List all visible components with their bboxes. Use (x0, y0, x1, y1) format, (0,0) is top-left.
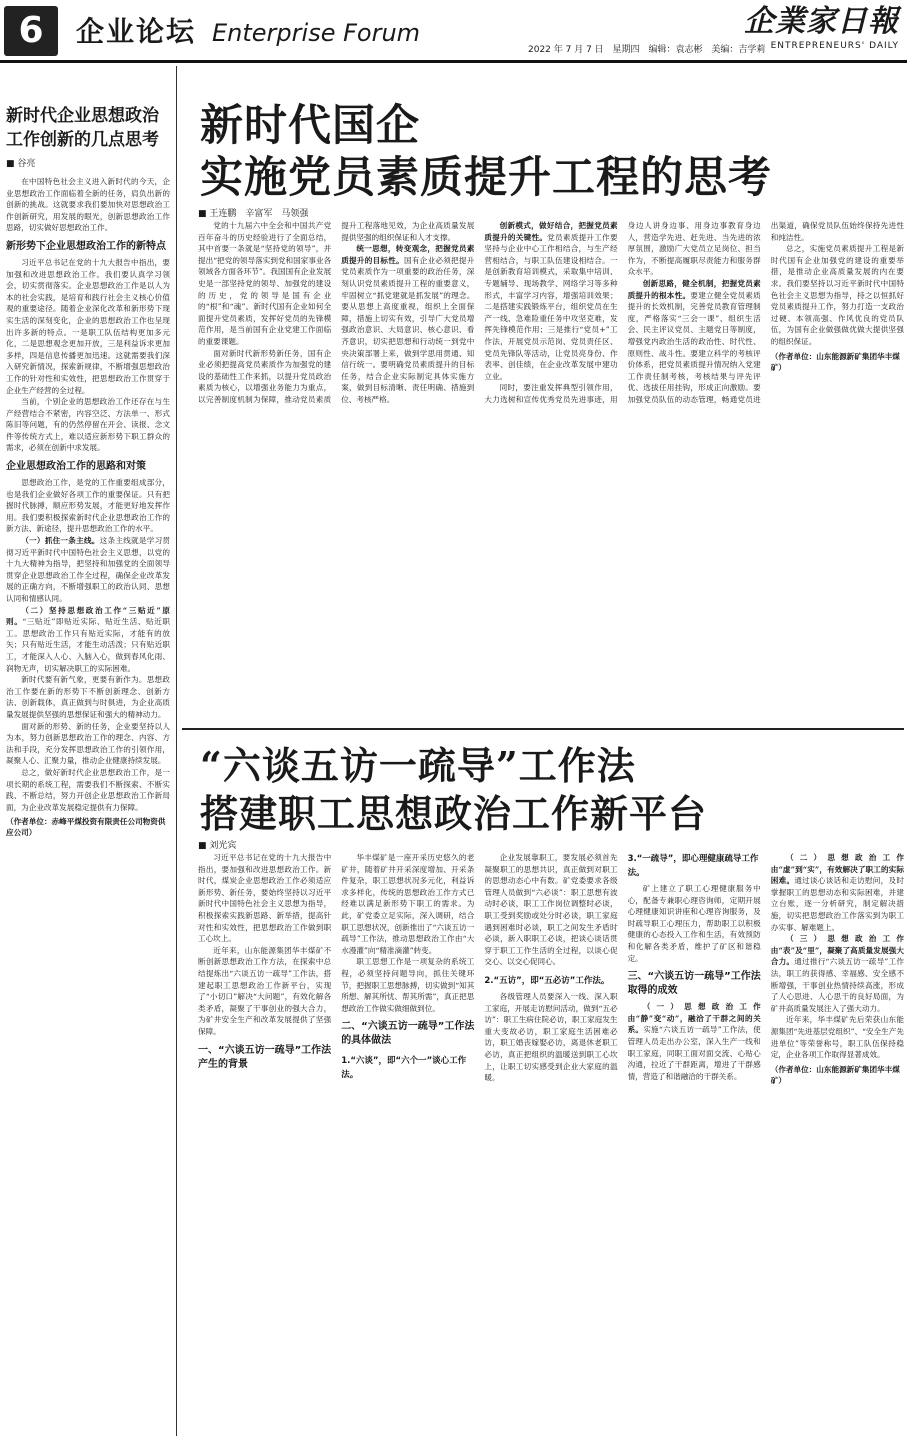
article1-headline-line2: 实施党员素质提升工程的思考 (200, 153, 772, 203)
sidebar-paragraph: 习近平总书记在党的十九大报告中指出，要加强和改进思想政治工作。我们要认真学习领会，切实贯彻落实。企业思想政治工作是以人为本的社会实践，是培育和践行社会主义核心价值观的重要途径。随着企业深化改革和新形势下现实生活的深刻变化，企业的思想政治工作也呈现出许多新的特点。一是职工队伍结构更加多元化，二是思想观念更加开放，三是利益诉求更加多样，四是信息传播更加迅速。这就需要我们深入研究新情况，探索新规律，不断增强思想政治工作的针对性和实效性，把思想政治工作贯穿于企业生产经营的全过程。 (6, 257, 170, 395)
sidebar-point-text: “三贴近”即贴近实际、贴近生活、贴近职工。思想政治工作只有贴近实际，才能有的放矢；只有贴近生活，才能生动活泼；只有贴近职工，才能深入人心、入脑入心，做到春风化雨、润物无声，切实解决职工的实际困难。 (6, 617, 170, 673)
article2-author-unit: （作者单位：山东能源新矿集团华丰煤矿） (770, 1064, 900, 1085)
article2-point-lead: （三）思想政治工作由“表”及“里”，凝聚了高质量发展强大合力。 (770, 934, 904, 967)
article2-paragraph: 习近平总书记在党的十九大报告中指出，要加强和改进思想政治工作。新时代，煤炭企业思想政治工作必须适应新形势、新任务，要始终坚持以习近平新时代中国特色社会主义思想为指导，积极探索实践新思路、新举措，提高针对性和实效性，把思想政治工作做到职工心坎上。 (198, 853, 332, 944)
sidebar-paragraph: 当前，个别企业的思想政治工作还存在与生产经营结合不紧密，内容空泛、方法单一、形式陈旧等问题，有的仍然停留在开会、读报、念文件等传统方式上，难以适应新形势下职工群众的需求，必须在创新中求发展。 (6, 397, 170, 453)
article2-paragraph: 近年来，华丰煤矿先后荣获山东能源集团“先进基层党组织”、“安全生产先进单位”等荣誉称号，职工队伍保持稳定，企业各项工作取得显著成效。 (770, 1015, 904, 1060)
article1-point-text: 要建立健全党员素质提升的长效机制，完善党员教育管理制度，严格落实“三会一课”、组织生活会、民主评议党员、主题党日等制度，增强党内政治生活的政治性、时代性、原则性、战斗性。要建立科学的考核评价体系，把党员素质提升情况纳入党建工作责任制考核，考核结果与评先评优、选拔任用挂钩，形成正向激励。要加强党员队伍的动态管理，畅通党员进出渠道，确保党员队伍始终保持先进性和纯洁性。 (627, 221, 904, 404)
masthead (0, 0, 907, 62)
article2-subheading: 二、“六谈五访一疏导”工作法的具体做法 (341, 1021, 475, 1047)
article1-paragraph: 党的十九届六中全会和中国共产党百年奋斗的历史经验进行了全面总结，其中首要一条就是“坚持党的领导”，并提出“把党的领导落实到党和国家事业各领域各方面各环节”。我国国有企业发展史是一部坚持党的领导、加强党的建设的历史，党的领导是国有企业的“根”和“魂”。新时代国有企业如何全面提升党员素质，发挥好党员的先锋模范作用，是当前国有企业党建工作面临的重要课题。 (198, 221, 332, 346)
newspaper-name: 企業家日報 (744, 4, 899, 39)
sidebar-point-lead: （二）坚持思想政治工作“三贴近”原则。 (6, 605, 170, 627)
section-title: 企业论坛 (76, 15, 197, 48)
article1-headline (200, 100, 900, 204)
article2-paragraph: 企业发展靠职工，要发展必须首先凝聚职工的思想共识，真正做到对职工的思想动态心中有数。矿党委要求各级管理人员做到“六必谈”：职工思想有波动时必谈，职工工作岗位调整时必谈，职工受到奖励或处分时必谈，职工家庭遇到困难时必谈，职工之间发生矛盾时必谈，新入职职工必谈，把谈心谈话贯穿于职工工作生活的全过程，以谈心促交心、以交心促同心。 (484, 853, 618, 967)
designer-credit: 美编：吉学莉 (711, 45, 766, 55)
sidebar-paragraph (6, 605, 170, 675)
sidebar-point-text: 这条主线就是学习贯彻习近平新时代中国特色社会主义思想，以党的十九大精神为指导，把坚持和加强党的全面领导贯穿企业思想政治工作全过程，确保企业改革发展的正确方向，不断增强职工的政治认同、思想认同和情感认同。 (6, 536, 170, 603)
article2-point-lead: （一）思想政治工作由“静”变“动”，融洽了干群之间的关系。 (627, 1002, 761, 1035)
sidebar-subheading: 企业思想政治工作的思路和对策 (6, 461, 146, 473)
article2-headline-line1: “六谈五访一疏导”工作法 (200, 743, 636, 788)
article1-point-text: 党员素质提升工作要坚持与企业中心工作相结合，与生产经营相结合，与职工队伍建设相结合。一是创新教育培训模式，采取集中培训、专题辅导、现场教学、网络学习等多种形式，丰富学习内容，增强培训效果；二是搭建实践锻炼平台，组织党员在生产一线、急难险重任务中攻坚克难，发挥先锋模范作用；三是推行“党员+”工作法，开展党员示范岗、党员责任区、党员先锋队等活动，让党员亮身份、作表率、创佳绩，在企业改革发展中建功立业。 (484, 232, 618, 381)
newspaper-name-en: ENTREPRENEURS' DAILY (770, 41, 899, 51)
article2-point-text: 实施“六谈五访一疏导”工作法，使管理人员走出办公室，深入生产一线和职工家庭，同职工面对面交流、心贴心沟通，拉近了干群距离，增进了干群感情，营造了和谐融洽的干群关系。 (627, 1025, 761, 1081)
article2-minor-heading: 2.“五访”，即“五必访”工作法。 (484, 975, 610, 986)
article2-minor-heading: 3.“一疏导”，即心理健康疏导工作法。 (627, 854, 759, 878)
article1-point-lead: 创新模式，做好结合，把握党员素质提升的关键性。 (484, 221, 618, 242)
article1-paragraph: 同时，要注重发挥典型引领作用，大力选树和宣传优秀党员先进事迹，用身边人讲身边事、用身边事教育身边人，营造学先进、赶先进、当先进的浓厚氛围，激励广大党员立足岗位、担当作为，不断提高履职尽责能力和服务群众水平。 (484, 221, 761, 404)
article-divider (182, 728, 904, 730)
article1-point-lead: 统一思想，转变观念，把握党员素质提升的目标性。 (341, 244, 475, 265)
article1-paragraph (341, 243, 474, 405)
sidebar-headline: 新时代企业思想政治工作创新的几点思考 (6, 106, 159, 150)
article2-paragraph: 华丰煤矿是一座开采历史悠久的老矿井，随着矿井开采深度增加、开采条件复杂，职工思想状况多元化，利益诉求多样化，传统的思想政治工作方式已经难以满足新形势下职工的需求。为此，矿党委立足实际，深入调研，结合职工思想状况，创新推出了“六谈五访一疏导”工作法，推动思想政治工作由“大水漫灌”向“精准滴灌”转变。 (341, 853, 475, 955)
issue-meta (528, 44, 771, 56)
column-divider (176, 66, 177, 1436)
article2-byline: ■ 刘光宾 (198, 840, 236, 852)
article2-body (198, 852, 904, 1438)
article2-headline (200, 742, 900, 838)
sidebar-paragraph: 总之，做好新时代企业思想政治工作，是一项长期的系统工程，需要我们不断探索、不断实践、不断总结，努力开创企业思想政治工作新局面，为企业改革发展稳定提供有力保障。 (6, 767, 170, 812)
section-title-en: Enterprise Forum (212, 19, 421, 47)
sidebar-article (6, 104, 170, 1440)
article2-point-lead: （二）思想政治工作由“虚”到“实”，有效解决了职工的实际困难。 (770, 853, 904, 886)
article2-paragraph: 职工思想工作是一项复杂的系统工程，必须坚持问题导向，抓住关键环节，把握职工思想脉搏，切实做到“知其所想、解其所忧、帮其所需”，真正把思想政治工作做实做细做到位。 (341, 957, 475, 1013)
editor-credit: 编辑：袁志彬 (648, 45, 703, 55)
article2-paragraph (771, 933, 904, 1014)
article1-body (198, 220, 904, 720)
article2-paragraph: 近年来，山东能源集团华丰煤矿不断创新思想政治工作方法，在探索中总结提炼出“六谈五访一疏导”工作法，搭建起职工思想政治工作新平台，实现了“小切口”解决“大问题”，有效化解各类矛盾，凝聚了干事创业的强大合力，为矿井安全生产和改革发展提供了坚强保障。 (198, 945, 332, 1036)
page-number-badge (4, 6, 58, 56)
sidebar-subheading: 新形势下企业思想政治工作的新特点 (6, 240, 166, 252)
sidebar-author-unit: （作者单位：赤峰平煤投资有限责任公司物资供应公司） (6, 817, 166, 838)
article2-paragraph (628, 1001, 761, 1082)
article1-paragraph: 面对新时代新形势新任务，国有企业必须把提高党员素质作为加强党的建设的基础性工作来抓，以提升党员政治素质为核心，以增强业务能力为重点，以完善制度机制为保障，推动党员素质提升工程落地见效，为企业高质量发展提供坚强的组织保证和人才支撑。 (198, 221, 475, 404)
sidebar-point-lead: （一）抓住一条主线。 (21, 536, 100, 546)
masthead-rule (0, 60, 907, 63)
sidebar-byline: ■ 谷亮 (6, 158, 170, 170)
issue-date: 2022 年 7 月 7 日 (528, 45, 604, 55)
article2-headline-line2: 搭建职工思想政治工作新平台 (200, 791, 708, 836)
article2-paragraph (771, 852, 904, 933)
article1-headline-line1: 新时代国企 (200, 101, 420, 151)
sidebar-paragraph: 面对新的形势、新的任务，企业要坚持以人为本，努力创新思想政治工作的理念、内容、方法和手段，充分发挥思想政治工作的引领作用，凝聚人心、汇聚力量，推动企业健康持续发展。 (6, 721, 170, 766)
sidebar-paragraph: 在中国特色社会主义进入新时代的今天，企业思想政治工作面临着全新的任务，肩负出新的创新的挑战。这就要求我们要加快对思想政治工作创新研究，用发展的眼光，创新思想政治工作思路，切实做好思想政治工作。 (6, 177, 170, 233)
article1-point-lead: 创新思路，健全机制，把握党员素质提升的根本性。 (627, 278, 761, 300)
article2-subheading: 三、“六谈五访一疏导”工作法取得的成效 (627, 971, 761, 997)
article2-point-text: 通过谈心谈话和走访慰问，及时掌握职工的思想动态和实际困难，并建立台账，逐一分析研究，制定解决措施，切实把思想政治工作落实到为职工办实事、解难题上。 (770, 876, 904, 932)
article2-paragraph: 各级管理人员要深入一线、深入职工家庭，开展走访慰问活动，做到“五必访”：职工生病住院必访，职工家庭发生重大变故必访，职工家庭生活困难必访，职工婚丧嫁娶必访，离退休老职工必访，真正把组织的温暖送到职工心坎上，让职工切实感受到企业大家庭的温暖。 (484, 991, 618, 1083)
sidebar-paragraph (6, 535, 170, 605)
article1-point-text: 国有企业必须把提升党员素质作为一项重要的政治任务，深刻认识党员素质提升工程的重要意义，牢固树立“抓党建就是抓发展”的理念。要从思想上高度重视，组织上全面保障，措施上切实有效，引导广大党员增强政治意识、大局意识、核心意识、看齐意识，切实把思想和行动统一到党中央决策部署上来，做到学思用贯通、知信行统一。要明确党员素质提升的目标任务，结合企业实际制定具体实施方案，做到目标清晰、责任明确、措施到位、考核严格。 (341, 255, 475, 404)
sidebar-paragraph: 思想政治工作，是党的工作重要组成部分，也是我们企业做好各项工作的重要保证。只有把握时代脉搏，顺应形势发展，才能更好地发挥作用。我们要积极探索新时代企业思想政治工作的新方法、新途径，提升思想政治工作的水平。 (6, 478, 170, 534)
article1-byline: ■ 王连鹏 辛富军 马领强 (198, 208, 308, 220)
article1-paragraph (484, 220, 617, 382)
article2-minor-heading: 1.“六谈”，即“六个一”谈心工作法。 (341, 1056, 467, 1081)
page-number: 6 (18, 10, 44, 51)
article1-author-unit: （作者单位：山东能源新矿集团华丰煤矿） (770, 351, 900, 372)
article2-point-text: 通过推行“六谈五访一疏导”工作法，职工的获得感、幸福感、安全感不断增强，干事创业热情持续高涨，形成了人心思进、人心思干的良好局面，为矿井高质量发展注入了强大动力。 (770, 957, 904, 1013)
article2-subheading: 一、“六谈五访一疏导”工作法产生的背景 (198, 1044, 332, 1070)
sidebar-paragraph: 新时代要有新气象，更要有新作为。思想政治工作要在新的形势下不断创新理念、创新方法、创新载体，真正做到与时俱进，为企业高质量发展提供坚强的思想保证和强大的精神动力。 (6, 675, 170, 719)
article1-paragraph: 总之，实施党员素质提升工程是新时代国有企业加强党的建设的重要举措，是推动企业高质量发展的内在要求。我们要坚持以习近平新时代中国特色社会主义思想为指导，持之以恒抓好党员素质提升工作，努力打造一支政治过硬、本领高强、作风优良的党员队伍，为国有企业做强做优做大提供坚强的组织保证。 (770, 244, 904, 346)
issue-weekday: 星期四 (612, 45, 640, 55)
article2-paragraph: 矿上建立了职工心理健康服务中心，配备专兼职心理咨询师，定期开展心理健康知识讲座和心理咨询服务，及时疏导职工心理压力，帮助职工以积极健康的心态投入工作和生活，有效预防和化解各类矛盾，维护了矿区和谐稳定。 (627, 884, 761, 963)
